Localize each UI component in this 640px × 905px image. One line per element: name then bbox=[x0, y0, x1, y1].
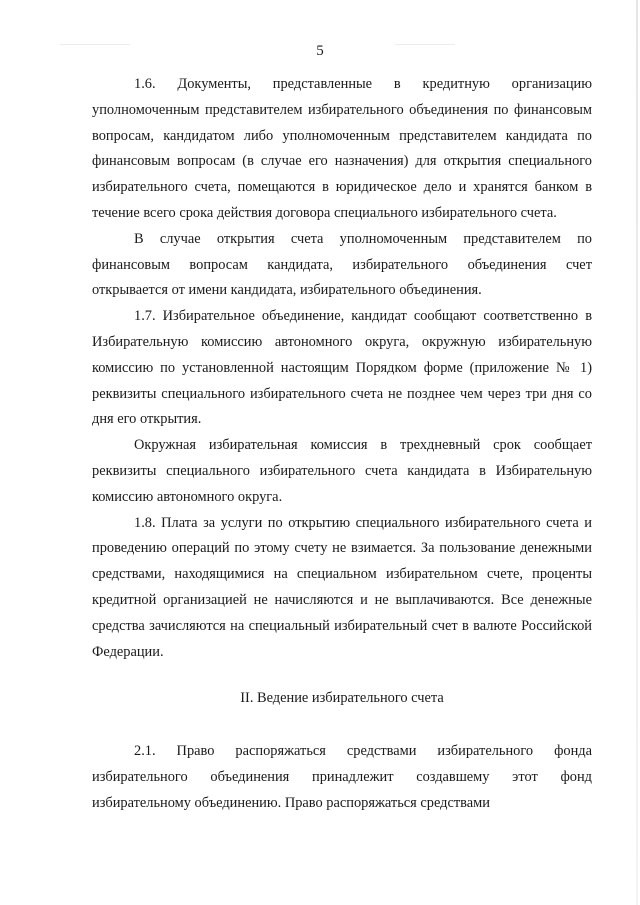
paragraph-2-1: 2.1. Право распоряжаться средствами избирательного фонда избирательного объединения принадлежит создавшему этот фонд избирательному объединению. Право распоряжаться средствами bbox=[92, 743, 592, 811]
scan-edge-shadow bbox=[636, 0, 638, 905]
paragraph-1-6: 1.6. Документы, представленные в кредитную организацию уполномоченным представителем избирательного объединения по финансовым вопросам, кандидатом либо уполномоченным представителем кандидата по финансовым вопросам (в случае его назначения) для открытия специального избирательного счета, помещаются в юридическое дело и хранятся банком в течение всего срока действия договора специального избирательного счета. bbox=[92, 76, 592, 221]
paragraph-district-commission: Окружная избирательная комиссия в трехдневный срок сообщает реквизиты специального избирательного счета кандидата в Избирательную комиссию автономного округа. bbox=[92, 437, 592, 505]
page-number: 5 bbox=[316, 43, 324, 59]
paragraph-1-8: 1.8. Плата за услуги по открытию специального избирательного счета и проведению операций по этому счету не взимается. За пользование денежными средствами, находящимися на специальном избирательном счете, проценты кредитной организацией не начисляются и не выплачиваются. Все денежные средства зачисляются на специальный избирательный счет в валюте Российской Федерации. bbox=[92, 514, 592, 660]
paragraph-1-7: 1.7. Избирательное объединение, кандидат сообщают соответственно в Избирательную комиссию автономного округа, окружную избирательную комиссию по установленной настоящим Порядком форме (приложение № 1) реквизиты специального избирательного счета не позднее чем через три дня со дня его открытия. bbox=[92, 308, 592, 428]
section-heading: II. Ведение избирательного счета bbox=[240, 690, 444, 707]
paragraph-account-opening: В случае открытия счета уполномоченным представителем по финансовым вопросам кандидата, избирательного объединения счет открывается от имени кандидата, избирательного объединения. bbox=[92, 230, 592, 299]
document-body bbox=[92, 72, 592, 817]
